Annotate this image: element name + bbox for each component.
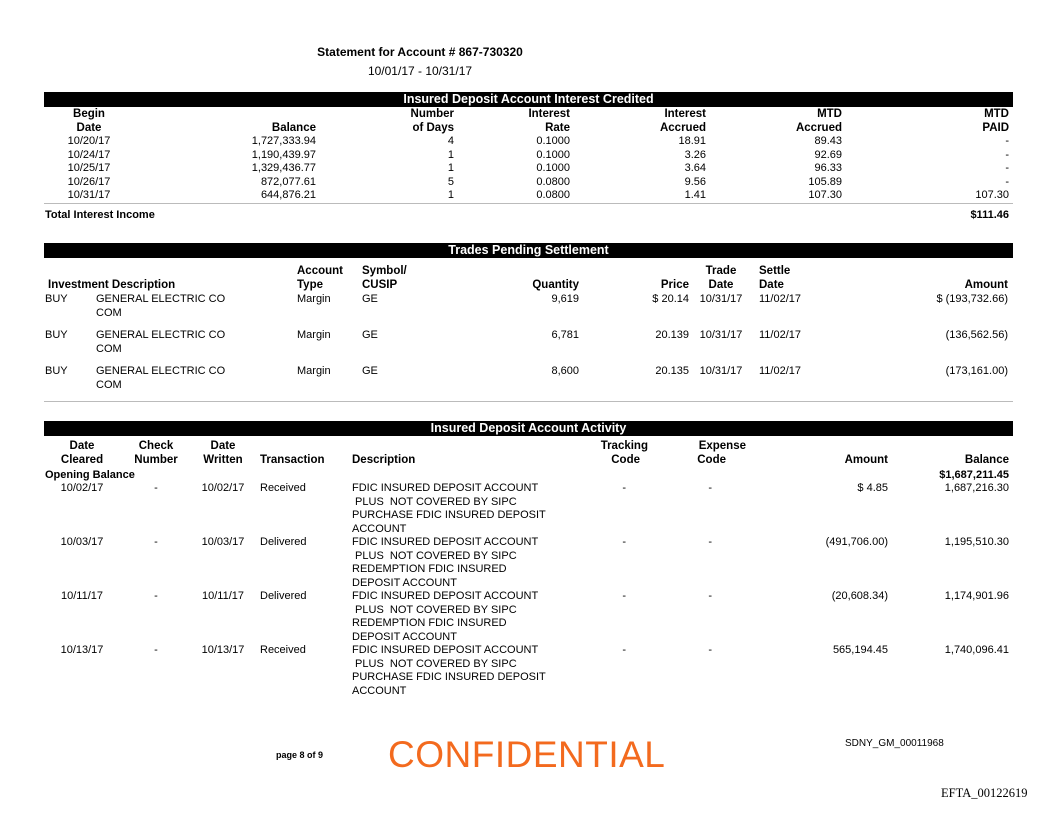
col-account-type-top: Account bbox=[297, 265, 343, 277]
cell: - bbox=[708, 644, 712, 656]
statement-title: Statement for Account # 867-730320 bbox=[317, 45, 523, 59]
table-row bbox=[44, 149, 1013, 163]
cell: 0.1000 bbox=[536, 135, 570, 147]
cell: 10/31/17 bbox=[699, 329, 743, 341]
cell: - bbox=[622, 536, 626, 548]
cell: 0.1000 bbox=[536, 162, 570, 174]
description-cell bbox=[346, 536, 576, 590]
col-date-written: Written bbox=[203, 454, 243, 466]
cell: Received bbox=[260, 482, 306, 494]
desc-line: ACCOUNT bbox=[352, 522, 407, 535]
cell: 1,727,333.94 bbox=[251, 135, 316, 147]
table-row bbox=[44, 644, 1013, 698]
desc-line: PLUS NOT COVERED BY SIPC bbox=[352, 603, 517, 616]
cell: 107.30 bbox=[706, 189, 842, 203]
cell: GENERAL ELECTRIC CO bbox=[96, 293, 226, 305]
col-begin-date-top: Begin bbox=[73, 108, 105, 120]
cell: - bbox=[1005, 148, 1009, 161]
interest-table bbox=[44, 108, 1013, 204]
confidential-stamp: CONFIDENTIAL bbox=[388, 734, 666, 775]
description-cell bbox=[346, 590, 576, 644]
col-investment-description: Investment Description bbox=[48, 279, 176, 291]
cell: BUY bbox=[45, 329, 68, 341]
desc-line: FDIC INSURED DEPOSIT ACCOUNT bbox=[352, 536, 539, 548]
table-row bbox=[44, 293, 1013, 329]
cell: GE bbox=[362, 329, 378, 341]
cell: (136,562.56) bbox=[945, 329, 1008, 341]
col-amount: Amount bbox=[964, 279, 1008, 291]
cell: 10/26/17 bbox=[67, 175, 111, 188]
col-quantity: Quantity bbox=[532, 279, 579, 291]
cell: 105.89 bbox=[808, 175, 842, 188]
cell: 10/31/17 bbox=[689, 365, 753, 401]
col-price: Price bbox=[660, 279, 689, 291]
cell: 10/31/17 bbox=[699, 293, 743, 305]
cell: Received bbox=[260, 644, 306, 656]
cell: 1,190,439.97 bbox=[251, 148, 316, 161]
trades-table bbox=[44, 264, 1013, 402]
col-check-number: Number bbox=[134, 454, 178, 466]
description-cell bbox=[346, 644, 576, 698]
cell: GE bbox=[362, 365, 470, 401]
table-row bbox=[44, 590, 1013, 644]
col-date-cleared: Cleared bbox=[60, 454, 104, 466]
cell: 10/03/17 bbox=[201, 536, 245, 548]
cell: 3.26 bbox=[684, 148, 706, 161]
col-amount: Amount bbox=[844, 454, 888, 466]
cell: - bbox=[622, 590, 626, 602]
cell: 10/13/17 bbox=[60, 644, 104, 656]
cell: COM bbox=[96, 306, 122, 319]
desc-line: FDIC INSURED DEPOSIT ACCOUNT bbox=[352, 482, 539, 494]
col-trade-date-top: Trade bbox=[705, 265, 737, 277]
cell: 9,619 bbox=[551, 293, 579, 305]
cell: 10/20/17 bbox=[67, 135, 111, 147]
desc-line: PLUS NOT COVERED BY SIPC bbox=[352, 495, 517, 508]
col-expense-code-top: Expense bbox=[698, 440, 746, 452]
cell: (20,608.34) bbox=[831, 590, 888, 602]
desc-line: REDEMPTION FDIC INSURED bbox=[352, 563, 507, 575]
col-trade-date: Date bbox=[708, 279, 734, 291]
cell: 96.33 bbox=[814, 162, 842, 174]
interest-section-title: Insured Deposit Account Interest Credited bbox=[44, 92, 1013, 107]
desc-line: PURCHASE FDIC INSURED DEPOSIT bbox=[352, 671, 546, 683]
table-row bbox=[44, 329, 1013, 365]
col-date-written-top: Date bbox=[210, 440, 236, 452]
col-rate: Rate bbox=[545, 122, 570, 134]
table-row bbox=[44, 482, 1013, 536]
cell: 644,876.21 bbox=[134, 189, 316, 203]
total-interest-label: Total Interest Income bbox=[45, 209, 155, 221]
cell: 10/02/17 bbox=[60, 482, 104, 494]
table-row bbox=[44, 162, 1013, 176]
cell: 10/13/17 bbox=[201, 644, 245, 656]
desc-line: FDIC INSURED DEPOSIT ACCOUNT bbox=[352, 644, 539, 656]
cell: 92.69 bbox=[814, 148, 842, 161]
cell: 10/02/17 bbox=[201, 482, 245, 494]
cell: 4 bbox=[447, 135, 454, 147]
desc-line: PLUS NOT COVERED BY SIPC bbox=[352, 657, 517, 670]
col-balance-top bbox=[134, 108, 316, 121]
col-begin-date: Date bbox=[76, 122, 102, 134]
desc-line: REDEMPTION FDIC INSURED bbox=[352, 617, 507, 629]
cell: (173,161.00) bbox=[827, 365, 1013, 401]
cell: 10/24/17 bbox=[67, 148, 111, 161]
col-transaction: Transaction bbox=[260, 454, 325, 466]
table-row bbox=[44, 536, 1013, 590]
cell: Margin bbox=[297, 329, 331, 341]
cell: 18.91 bbox=[678, 135, 706, 147]
cell: $ (193,732.66) bbox=[936, 293, 1008, 305]
statement-period: 10/01/17 - 10/31/17 bbox=[367, 64, 473, 78]
cell: Delivered bbox=[260, 536, 307, 548]
cell: $ 4.85 bbox=[857, 482, 888, 494]
cell: 0.1000 bbox=[536, 148, 570, 161]
table-row bbox=[44, 176, 1013, 190]
cell: 0.0800 bbox=[454, 189, 570, 203]
cell: - bbox=[1005, 162, 1009, 174]
total-interest-value: $111.46 bbox=[970, 209, 1009, 221]
cell: - bbox=[1005, 175, 1009, 188]
cell: 5 bbox=[447, 175, 454, 188]
description-cell bbox=[346, 482, 576, 536]
table-row bbox=[44, 189, 1013, 203]
cell: 20.135 bbox=[579, 365, 689, 401]
col-mtd-accrued-top: MTD bbox=[817, 108, 842, 120]
opening-balance-row bbox=[44, 468, 1013, 482]
interest-table-header bbox=[44, 108, 1013, 135]
col-mtd-accrued: Accrued bbox=[795, 122, 842, 134]
col-expense-code: Code bbox=[697, 454, 726, 466]
col-accrued: Accrued bbox=[659, 122, 706, 134]
cell: - bbox=[154, 536, 158, 548]
efta-number: EFTA_00122619 bbox=[941, 786, 1028, 800]
cell: 10/03/17 bbox=[60, 536, 104, 548]
cell: - bbox=[622, 482, 626, 494]
cell: GENERAL ELECTRIC CO bbox=[96, 329, 226, 341]
opening-balance-value: $1,687,211.45 bbox=[939, 469, 1009, 481]
cell: 10/11/17 bbox=[60, 590, 103, 602]
cell: 11/02/17 bbox=[759, 329, 802, 341]
activity-table-header bbox=[44, 439, 1013, 468]
cell: 872,077.61 bbox=[260, 175, 316, 188]
cell: - bbox=[154, 644, 158, 656]
cell: 6,781 bbox=[551, 329, 579, 341]
cell: 565,194.45 bbox=[832, 644, 888, 656]
cell: - bbox=[154, 590, 158, 602]
cell: - bbox=[708, 482, 712, 494]
col-check-number-top: Check bbox=[138, 440, 174, 452]
cell: GE bbox=[362, 293, 378, 305]
cell: - bbox=[622, 644, 626, 656]
col-accrued-top: Interest bbox=[664, 108, 706, 120]
trades-table-header bbox=[44, 264, 1013, 293]
cell: GENERAL ELECTRIC CO bbox=[96, 365, 226, 377]
cell: 1,329,436.77 bbox=[251, 162, 316, 174]
cell: 1.41 bbox=[570, 189, 706, 203]
cell: 107.30 bbox=[842, 189, 1013, 203]
desc-line: PURCHASE FDIC INSURED DEPOSIT bbox=[352, 509, 546, 521]
col-mtd-paid: PAID bbox=[982, 122, 1009, 134]
cell: 10/31/17 bbox=[44, 189, 134, 203]
desc-line: ACCOUNT bbox=[352, 684, 407, 697]
table-row bbox=[44, 135, 1013, 149]
desc-line: PLUS NOT COVERED BY SIPC bbox=[352, 549, 517, 562]
cell: 1,174,901.96 bbox=[944, 590, 1009, 602]
cell: Delivered bbox=[260, 590, 307, 602]
cell: - bbox=[708, 590, 712, 602]
col-days: of Days bbox=[412, 122, 454, 134]
col-symbol-cusip: CUSIP bbox=[362, 279, 398, 291]
cell: 1 bbox=[447, 162, 454, 174]
cell: - bbox=[1005, 135, 1009, 147]
cell: 9.56 bbox=[684, 175, 706, 188]
cell: 89.43 bbox=[814, 135, 842, 147]
col-mtd-paid-top: MTD bbox=[984, 108, 1009, 120]
col-description: Description bbox=[352, 454, 416, 466]
cell: 20.139 bbox=[655, 329, 689, 341]
cell: 1 bbox=[316, 189, 454, 203]
cell: COM bbox=[96, 342, 122, 355]
cell: 0.0800 bbox=[536, 175, 570, 188]
cell: 10/11/17 bbox=[201, 590, 244, 602]
col-settle-date-top: Settle bbox=[759, 265, 791, 277]
cell: Margin bbox=[297, 293, 331, 305]
col-date-cleared-top: Date bbox=[69, 440, 95, 452]
cell: 11/02/17 bbox=[759, 293, 802, 305]
col-symbol-top: Symbol/ bbox=[362, 265, 407, 277]
cell: COM bbox=[96, 378, 122, 391]
col-days-top: Number bbox=[410, 108, 454, 120]
table-row bbox=[44, 365, 1013, 401]
opening-balance-label: Opening Balance bbox=[45, 469, 135, 481]
desc-line: FDIC INSURED DEPOSIT ACCOUNT bbox=[352, 590, 539, 602]
cell: $ 20.14 bbox=[652, 293, 689, 305]
activity-section-title: Insured Deposit Account Activity bbox=[44, 421, 1013, 436]
col-balance: Balance bbox=[964, 454, 1009, 466]
trades-section-title: Trades Pending Settlement bbox=[44, 243, 1013, 258]
activity-table bbox=[44, 439, 1013, 698]
col-tracking-code: Code bbox=[611, 454, 640, 466]
cell: - bbox=[708, 536, 712, 548]
cell: 1,740,096.41 bbox=[944, 644, 1009, 656]
col-account-type: Type bbox=[297, 279, 323, 291]
bates-number: SDNY_GM_00011968 bbox=[845, 738, 944, 749]
cell: BUY bbox=[44, 365, 96, 401]
cell: 1 bbox=[447, 148, 454, 161]
cell: (491,706.00) bbox=[825, 536, 888, 548]
cell: 8,600 bbox=[470, 365, 579, 401]
desc-line: DEPOSIT ACCOUNT bbox=[352, 576, 457, 589]
cell: 1,195,510.30 bbox=[944, 536, 1009, 548]
col-rate-top: Interest bbox=[528, 108, 570, 120]
cell: BUY bbox=[45, 293, 68, 305]
cell: 10/25/17 bbox=[67, 162, 111, 174]
cell: 3.64 bbox=[684, 162, 706, 174]
col-settle-date: Date bbox=[759, 279, 784, 291]
cell: 11/02/17 bbox=[753, 365, 827, 401]
col-tracking-code-top: Tracking bbox=[600, 440, 648, 452]
cell: Margin bbox=[297, 365, 362, 401]
page-number: page 8 of 9 bbox=[276, 750, 324, 760]
desc-line: DEPOSIT ACCOUNT bbox=[352, 630, 457, 643]
cell: - bbox=[154, 482, 158, 494]
cell: 1,687,216.30 bbox=[944, 482, 1009, 494]
col-balance: Balance bbox=[271, 122, 316, 134]
